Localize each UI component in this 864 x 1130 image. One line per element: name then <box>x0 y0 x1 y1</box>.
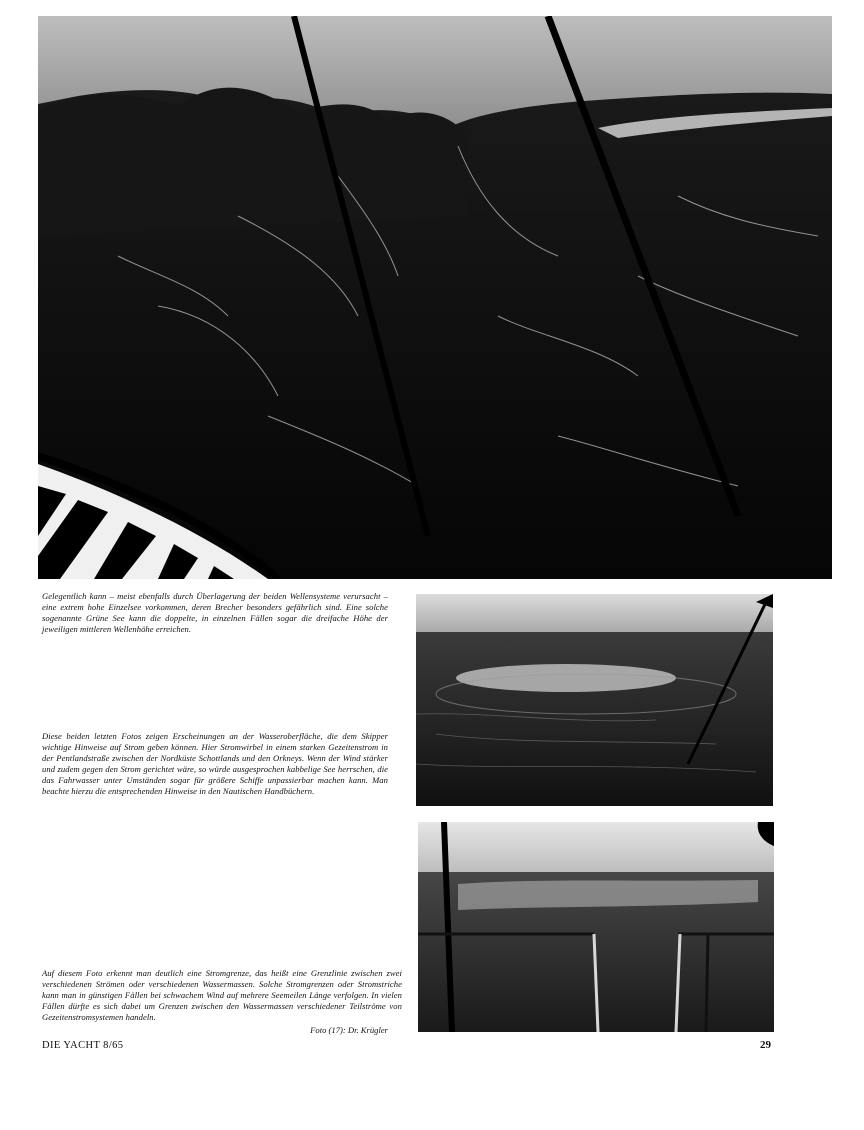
publication-footer: DIE YACHT 8/65 <box>42 1040 124 1051</box>
photo-current-whirl <box>416 594 773 806</box>
caption-current-signs: Diese beiden letzten Fotos zeigen Erscheinungen an der Wasseroberfläche, die dem Skipper wichtige Hinweise auf Strom geben können. Hier Stromwirbel in einem starken Gezeitenstrom in der Pentlandstraße zwischen der Nordküste Schottlands und den Orkneys. Wenn der Wind stärker und zudem gegen den Strom gerichtet wäre, so würde ausgesprochen kabbelige See herrschen, die das Fahrwasser unter Umständen sogar für größere Schiffe unpassierbar machen kann. Man beachte hierzu die entsprechenden Hinweise in den Nautischen Handbüchern. <box>42 731 388 797</box>
photo-current-boundary <box>418 822 774 1032</box>
caption-breaker: Gelegentlich kann – meist ebenfalls durch Überlagerung der beiden Wellensysteme verursacht – eine extrem hohe Einzelsee vorkommen, deren Brecher besonders gefährlich sind. Eine solche sogenannte Grüne See kann die doppelte, in einzelnen Fällen sogar die dreifache Höhe der jeweiligen mittleren Wellenhöhe erreichen. <box>42 591 388 635</box>
photo-credit: Foto (17): Dr. Krügler <box>310 1025 388 1035</box>
caption-current-boundary: Auf diesem Foto erkennt man deutlich eine Stromgrenze, das heißt eine Grenzlinie zwischen zwei verschiedenen Strömen oder verschiedenen Wassermassen. Solche Stromgrenzen oder Stromstriche kann man in günstigen Fällen bei schwachem Wind auf mehrere Seemeilen Länge verfolgen. In vielen Fällen dürfte es sich dabei um Grenzen zwischen den Wassermassen verschiedener Teilströme von Gezeitenstromsystemen handeln. <box>42 968 402 1023</box>
photo-breaking-wave <box>38 16 832 579</box>
page-number: 29 <box>760 1039 771 1051</box>
